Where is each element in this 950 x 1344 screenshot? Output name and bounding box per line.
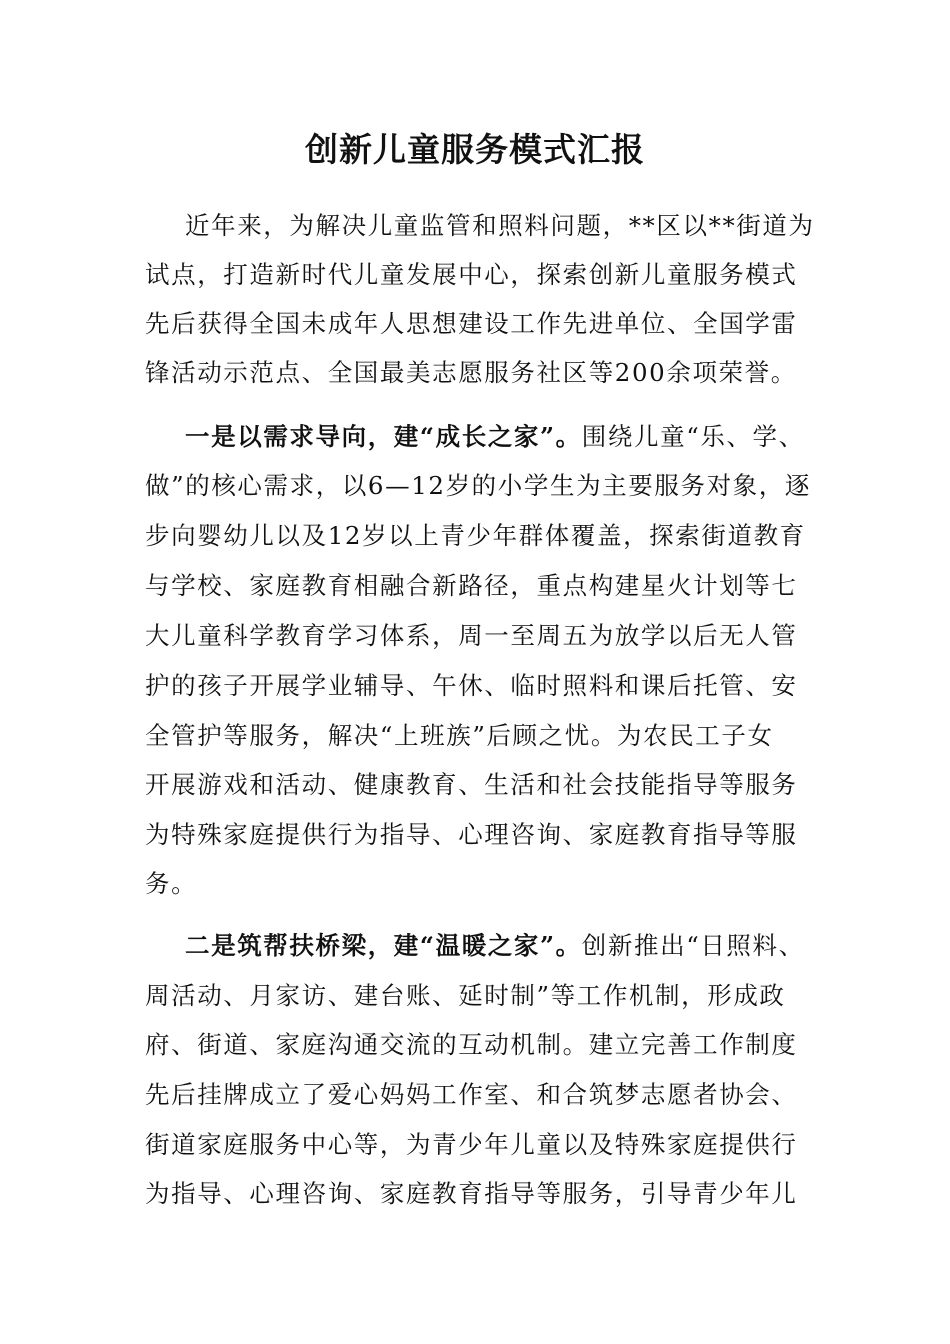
section-1-heading: 一是以需求导向，建“成长之家”。 <box>185 422 582 451</box>
section-1-line: 步向婴幼儿以及12岁以上青少年群体覆盖，探索街道教育 <box>145 521 806 550</box>
section-2-line: 街道家庭服务中心等，为青少年儿童以及特殊家庭提供行 <box>145 1130 798 1159</box>
section-1-line: 护的孩子开展学业辅导、午休、临时照料和课后托管、安 <box>145 671 798 700</box>
intro-line: 试点，打造新时代儿童发展中心，探索创新儿童服务模式 <box>145 260 798 289</box>
intro-line: 锋活动示范点、全国最美志愿服务社区等200余项荣誉。 <box>145 358 797 387</box>
section-2-first-line <box>185 926 805 966</box>
section-1-line: 与学校、家庭教育相融合新路径，重点构建星火计划等七 <box>145 571 798 600</box>
section-1-line: 做”的核心需求，以6—12岁的小学生为主要服务对象，逐 <box>145 471 811 500</box>
section-1-first-line <box>185 417 805 457</box>
section-2-line: 周活动、月家访、建台账、延时制”等工作机制，形成政 <box>145 981 786 1010</box>
section-1-line: 务。 <box>145 869 198 898</box>
document-title: 创新儿童服务模式汇报 <box>305 130 645 169</box>
section-2-line: 为指导、心理咨询、家庭教育指导等服务，引导青少年儿 <box>145 1179 798 1208</box>
section-2-first-line-text: 创新推出“日照料、 <box>581 931 805 960</box>
intro-line: 近年来，为解决儿童监管和照料问题，**区以**街道为 <box>185 211 815 240</box>
section-1-line: 全管护等服务，解决“上班族”后顾之忧。为农民工子女 <box>145 721 774 750</box>
section-1-first-line-text: 围绕儿童“乐、学、 <box>581 422 805 451</box>
section-2-line: 先后挂牌成立了爱心妈妈工作室、和合筑梦志愿者协会、 <box>145 1080 798 1109</box>
section-2-heading: 二是筑帮扶桥梁，建“温暖之家”。 <box>185 931 582 960</box>
section-1-line: 大儿童科学教育学习体系，周一至周五为放学以后无人管 <box>145 621 798 650</box>
intro-line: 先后获得全国未成年人思想建设工作先进单位、全国学雷 <box>145 309 798 338</box>
section-1-line: 为特殊家庭提供行为指导、心理咨询、家庭教育指导等服 <box>145 820 798 849</box>
section-1-line: 开展游戏和活动、健康教育、生活和社会技能指导等服务 <box>145 770 798 799</box>
section-2-line: 府、街道、家庭沟通交流的互动机制。建立完善工作制度 <box>145 1030 798 1059</box>
